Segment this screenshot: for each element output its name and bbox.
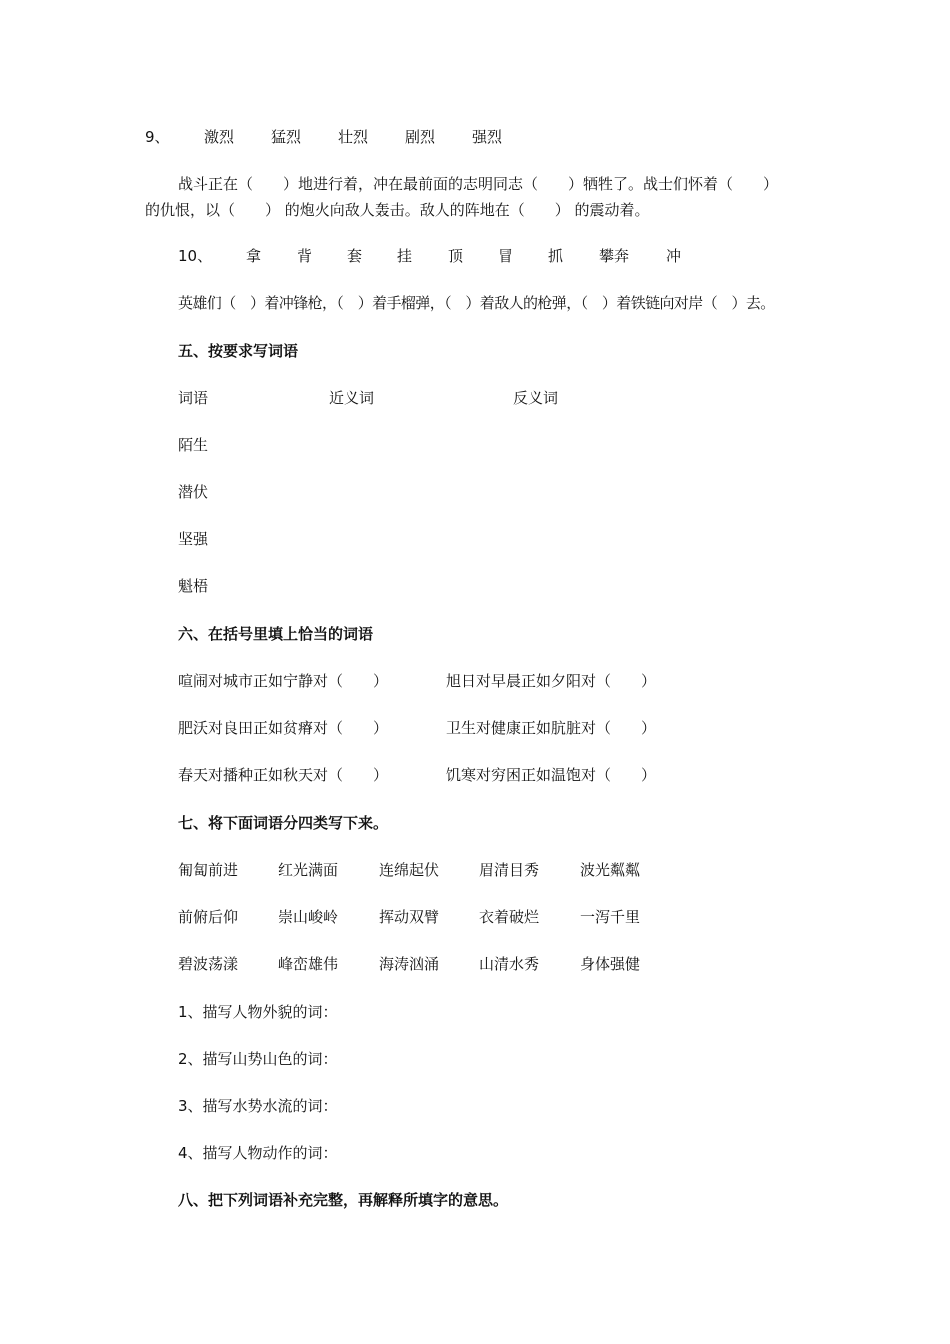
- section7-word: 波光粼粼: [580, 861, 641, 879]
- q9-sentence-line1: 战斗正在（ ）地进行着，冲在最前面的志明同志（ ）牺牲了。战士们怀着（ ）: [178, 175, 779, 193]
- section7-word: 山清水秀: [479, 955, 540, 973]
- section5-word: 魁梧: [178, 577, 209, 595]
- q9-sentence-line2: 的仇恨，以（ ） 的炮火向敌人轰击。敌人的阵地在（ ） 的震动着。: [145, 201, 650, 219]
- q10-word: 冲: [666, 247, 682, 265]
- section7-category: 1、描写人物外貌的词：: [178, 1003, 338, 1021]
- q9-word: 激烈: [204, 128, 235, 146]
- section6-item: 春天对播种正如秋天对（ ）: [178, 766, 389, 784]
- q9-word: 猛烈: [271, 128, 302, 146]
- q10-word: 挂: [397, 247, 413, 265]
- section5-word: 坚强: [178, 530, 209, 548]
- q9-word: 壮烈: [338, 128, 369, 146]
- section7-category: 2、描写山势山色的词：: [178, 1050, 338, 1068]
- section8-heading: 八、把下列词语补充完整，再解释所填字的意思。: [178, 1191, 509, 1209]
- section6-item: 肥沃对良田正如贫瘠对（ ）: [178, 719, 389, 737]
- section5-heading: 五、按要求写词语: [178, 342, 299, 360]
- section7-category: 4、描写人物动作的词：: [178, 1144, 338, 1162]
- section6-item: 饥寒对穷困正如温饱对（ ）: [446, 766, 657, 784]
- q10-word: 拿: [246, 247, 262, 265]
- section7-category: 3、描写水势水流的词：: [178, 1097, 338, 1115]
- q10-word: 背: [297, 247, 313, 265]
- q10-word: 套: [347, 247, 363, 265]
- section7-word: 崇山峻岭: [278, 908, 339, 926]
- section7-heading: 七、将下面词语分四类写下来。: [178, 814, 389, 832]
- section7-word: 海涛汹涌: [379, 955, 440, 973]
- section6-heading: 六、在括号里填上恰当的词语: [178, 625, 374, 643]
- q9-word: 剧烈: [405, 128, 436, 146]
- section5-col-antonym: 反义词: [513, 389, 559, 407]
- section7-word: 连绵起伏: [379, 861, 440, 879]
- section7-word: 峰峦雄伟: [278, 955, 339, 973]
- q10-word: 冒: [498, 247, 514, 265]
- section5-word: 陌生: [178, 436, 209, 454]
- q10-sentence: 英雄们（ ）着冲锋枪，（ ）着手榴弹，（ ）着敌人的枪弹，（ ）着铁链向对岸（ ）去。: [178, 294, 775, 312]
- q10-word: 攀奔: [599, 247, 630, 265]
- q9-number: 9、: [145, 128, 170, 146]
- q10-number: 10、: [178, 247, 213, 265]
- section7-word: 匍匐前进: [178, 861, 239, 879]
- q9-word: 强烈: [472, 128, 503, 146]
- section7-word: 挥动双臂: [379, 908, 440, 926]
- section5-col-word: 词语: [178, 389, 209, 407]
- section7-word: 眉清目秀: [479, 861, 540, 879]
- section7-word: 碧波荡漾: [178, 955, 239, 973]
- section7-word: 身体强健: [580, 955, 641, 973]
- section7-word: 前俯后仰: [178, 908, 239, 926]
- section5-col-synonym: 近义词: [329, 389, 375, 407]
- section6-item: 卫生对健康正如肮脏对（ ）: [446, 719, 657, 737]
- q10-word: 顶: [448, 247, 464, 265]
- section6-item: 旭日对早晨正如夕阳对（ ）: [446, 672, 657, 690]
- section6-item: 喧闹对城市正如宁静对（ ）: [178, 672, 389, 690]
- section7-word: 衣着破烂: [479, 908, 540, 926]
- section7-word: 一泻千里: [580, 908, 641, 926]
- q10-word: 抓: [548, 247, 564, 265]
- section5-word: 潜伏: [178, 483, 209, 501]
- section7-word: 红光满面: [278, 861, 339, 879]
